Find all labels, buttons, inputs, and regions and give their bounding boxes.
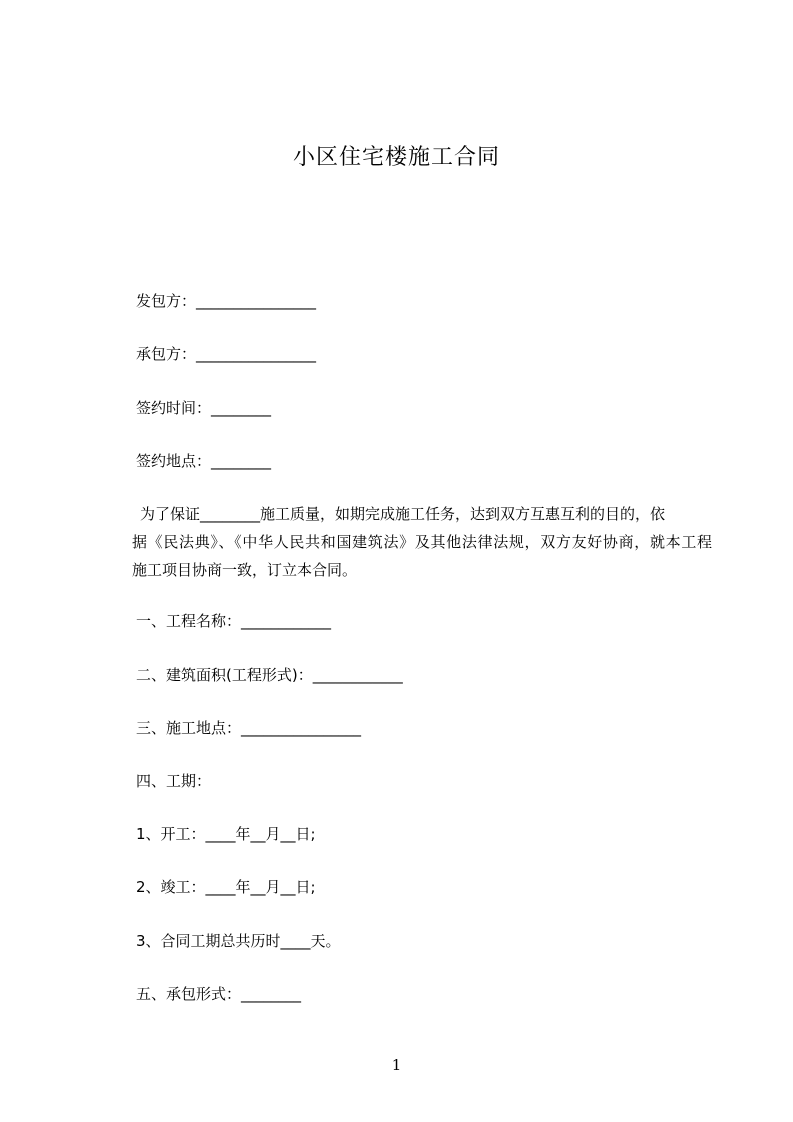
- clause-site: 三、施工地点：________________: [136, 719, 362, 737]
- sign-time-line: 签约时间：________: [136, 399, 272, 417]
- clause-start-date: 1、开工：____年__月__日;: [136, 825, 316, 843]
- clause-contract-form: 五、承包形式：________: [136, 985, 302, 1003]
- document-title: 小区住宅楼施工合同: [292, 145, 500, 170]
- clause-period: 四、工期：: [136, 772, 212, 790]
- clause-building-area: 二、建筑面积(工程形式)：____________: [136, 666, 403, 684]
- clause-total-days: 3、合同工期总共历时____天。: [136, 932, 341, 950]
- intro-line: 据《民法典》、《中华人民共和国建筑法》及其他法律法规，双方友好协商，就本工程: [132, 533, 712, 551]
- clause-project-name: 一、工程名称：____________: [136, 612, 332, 630]
- sign-place-line: 签约地点：________: [136, 452, 272, 470]
- intro-paragraph: [132, 500, 712, 584]
- intro-line: 施工项目协商一致，订立本合同。: [132, 561, 358, 579]
- intro-line: 为了保证________施工质量，如期完成施工任务，达到双方互惠互利的目的，依: [140, 505, 666, 523]
- clause-finish-date: 2、竣工：____年__月__日;: [136, 878, 316, 896]
- page-number: 1: [391, 1056, 402, 1074]
- party-b-line: 承包方：________________: [136, 345, 317, 363]
- party-a-line: 发包方：________________: [136, 292, 317, 310]
